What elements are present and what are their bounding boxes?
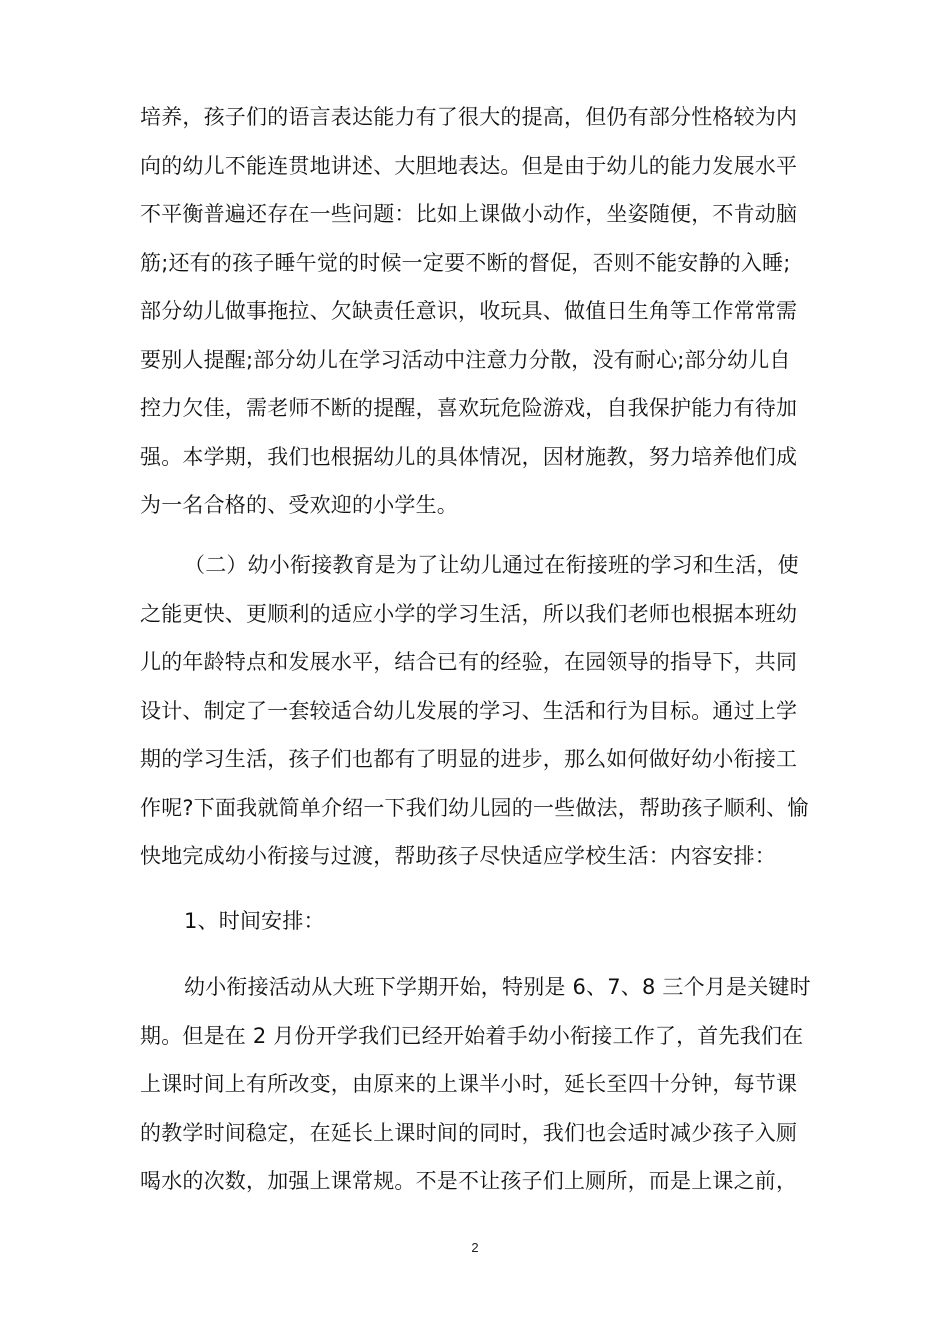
text-line: 期。但是在 2 月份开学我们已经开始着手幼小衔接工作了，首先我们在 <box>140 1023 804 1048</box>
text-line: 要别人提醒;部分幼儿在学习活动中注意力分散，没有耐心;部分幼儿自 <box>140 347 791 372</box>
paragraph-3 <box>140 963 820 1206</box>
text-line: 筋;还有的孩子睡午觉的时候一定要不断的督促，否则不能安静的入睡; <box>140 250 791 275</box>
text-line: 强。本学期，我们也根据幼儿的具体情况，因材施教，努力培养他们成 <box>140 444 798 469</box>
text-line: 快地完成幼小衔接与过渡，帮助孩子尽快适应学校生活：内容安排： <box>140 844 776 868</box>
text-line: 的教学时间稳定，在延长上课时间的同时，我们也会适时减少孩子入厕 <box>140 1120 798 1145</box>
text-line: 作呢?下面我就简单介绍一下我们幼儿园的一些做法，帮助孩子顺利、愉 <box>140 795 809 820</box>
text-line: 喝水的次数，加强上课常规。不是不让孩子们上厕所，而是上课之前， <box>140 1169 798 1193</box>
text-line: 向的幼儿不能连贯地讲述、大胆地表达。但是由于幼儿的能力发展水平 <box>140 153 798 178</box>
paragraph-1 <box>140 93 820 530</box>
text-line: （二）幼小衔接教育是为了让幼儿通过在衔接班的学习和生活，使 <box>184 553 799 577</box>
page-number: 2 <box>471 1240 479 1255</box>
text-line: 培养，孩子们的语言表达能力有了很大的提高，但仍有部分性格较为内 <box>140 105 798 129</box>
text-line: 上课时间上有所改变，由原来的上课半小时，延长至四十分钟，每节课 <box>140 1072 798 1096</box>
text-line: 部分幼儿做事拖拉、欠缺责任意识，收玩具、做值日生角等工作常常需 <box>140 299 798 323</box>
text-line: 儿的年龄特点和发展水平，结合已有的经验，在园领导的指导下，共同 <box>140 650 798 674</box>
paragraph-2 <box>140 541 820 881</box>
text-line: 不平衡普遍还存在一些问题：比如上课做小动作，坐姿随便，不肯动脑 <box>140 202 798 226</box>
section-heading <box>140 897 820 946</box>
text-line: 幼小衔接活动从大班下学期开始，特别是 6、7、8 三个月是关键时 <box>184 975 811 999</box>
text-line: 期的学习生活，孩子们也都有了明显的进步，那么如何做好幼小衔接工 <box>140 747 798 771</box>
text-line: 控力欠佳，需老师不断的提醒，喜欢玩危险游戏，自我保护能力有待加 <box>140 396 798 420</box>
text-line: 1、时间安排： <box>184 909 325 933</box>
text-line: 为一名合格的、受欢迎的小学生。 <box>140 493 458 517</box>
text-line: 设计、制定了一套较适合幼儿发展的学习、生活和行为目标。通过上学 <box>140 698 798 723</box>
text-line: 之能更快、更顺利的适应小学的学习生活，所以我们老师也根据本班幼 <box>140 601 798 626</box>
